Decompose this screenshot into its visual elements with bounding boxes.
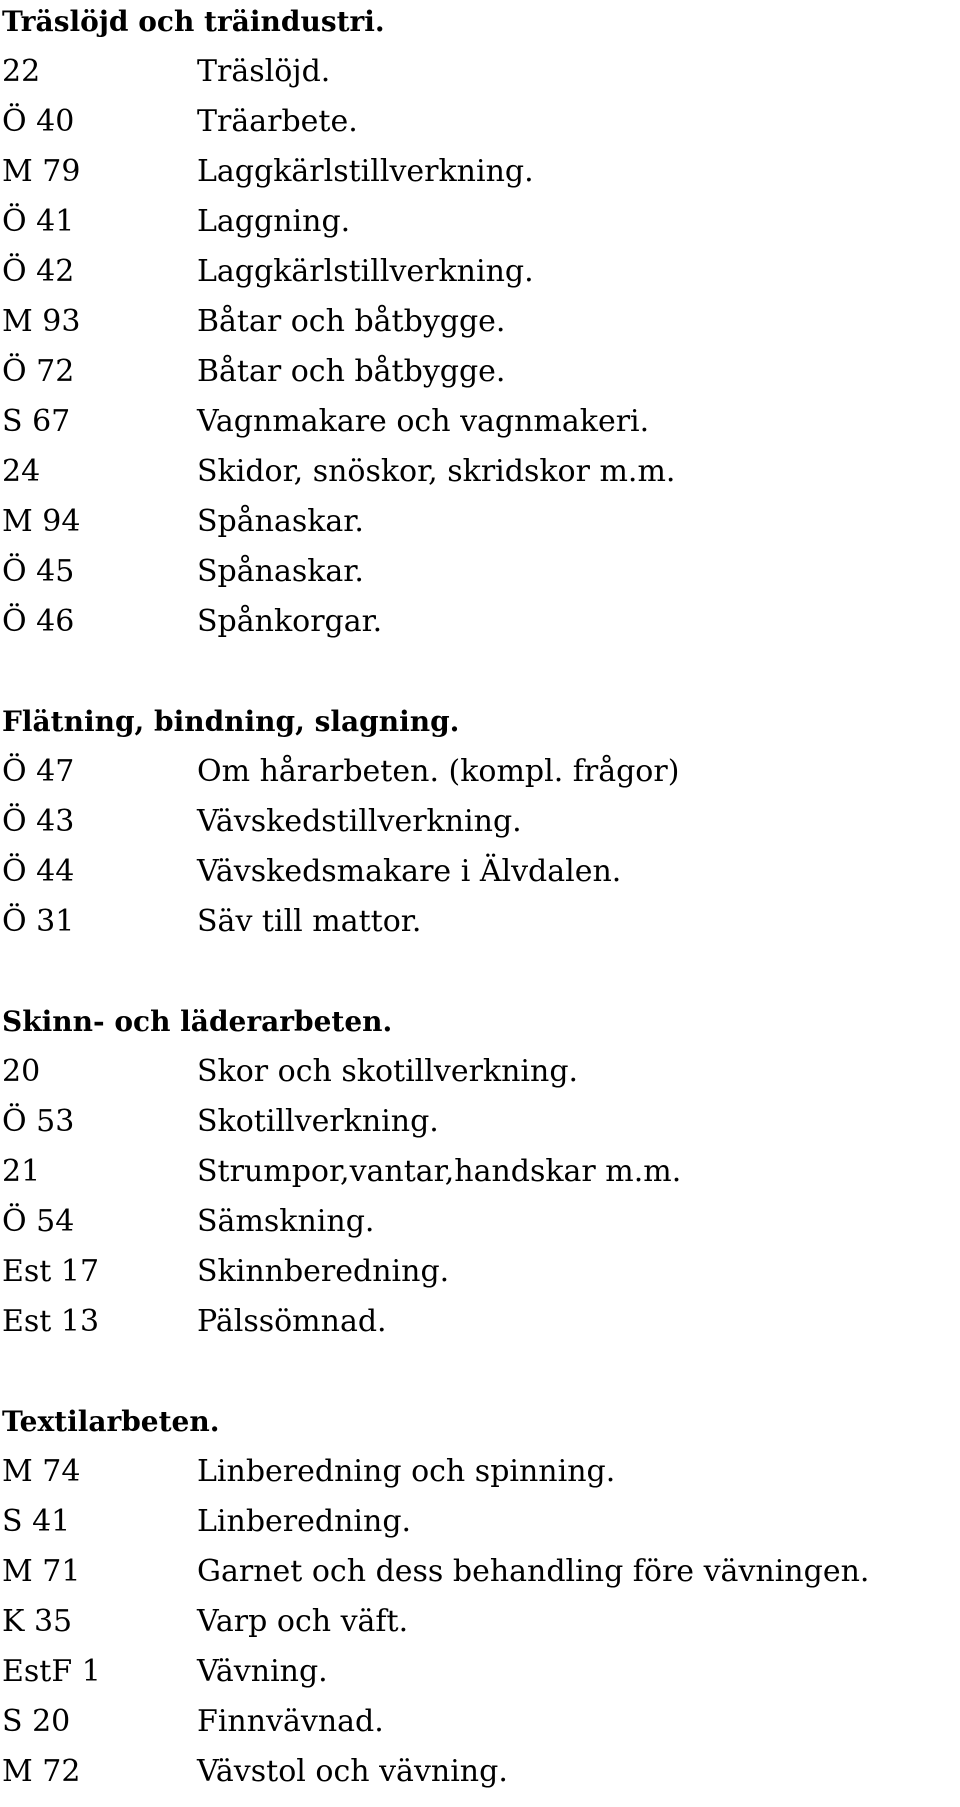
item-code: M 74 — [2, 1454, 81, 1489]
list-item — [0, 847, 960, 897]
item-title: Skor och skotillverkning. — [197, 1054, 579, 1089]
item-code: Ö 44 — [2, 854, 75, 889]
item-code: 20 — [2, 1054, 41, 1089]
item-title: Strumpor,vantar,handskar m.m. — [197, 1154, 682, 1189]
section-heading: Textilarbeten. — [2, 1405, 220, 1438]
list-item — [0, 297, 960, 347]
section-spacer — [0, 1347, 960, 1397]
item-title: Vävning. — [197, 1654, 328, 1689]
list-item — [0, 1447, 960, 1497]
list-item — [0, 1147, 960, 1197]
item-title: Pälssömnad. — [197, 1304, 387, 1339]
item-title: Sämskning. — [197, 1204, 375, 1239]
item-code: M 79 — [2, 154, 81, 189]
list-item — [0, 597, 960, 647]
section-heading: Träslöjd och träindustri. — [2, 5, 385, 38]
section-textil — [0, 1397, 960, 1797]
list-item — [0, 747, 960, 797]
section-trasljod — [0, 0, 960, 647]
list-item — [0, 397, 960, 447]
item-code: S 41 — [2, 1504, 71, 1539]
item-code: EstF 1 — [2, 1654, 101, 1689]
item-title: Spånkorgar. — [197, 604, 383, 639]
item-title: Linberedning och spinning. — [197, 1454, 616, 1489]
section-spacer — [0, 947, 960, 997]
list-item — [0, 47, 960, 97]
list-item — [0, 547, 960, 597]
list-item — [0, 497, 960, 547]
item-code: Ö 47 — [2, 754, 75, 789]
item-title: Vävskedsmakare i Älvdalen. — [197, 854, 622, 889]
item-code: Ö 72 — [2, 354, 75, 389]
list-item — [0, 1247, 960, 1297]
item-code: M 72 — [2, 1754, 81, 1789]
item-code: 22 — [2, 54, 41, 89]
item-code: Ö 45 — [2, 554, 75, 589]
item-title: Vävskedstillverkning. — [197, 804, 522, 839]
item-code: Ö 41 — [2, 204, 75, 239]
item-code: Ö 53 — [2, 1104, 75, 1139]
list-item — [0, 1197, 960, 1247]
item-code: M 93 — [2, 304, 81, 339]
list-item — [0, 1497, 960, 1547]
item-title: Skinnberedning. — [197, 1254, 450, 1289]
item-title: Laggkärlstillverkning. — [197, 254, 534, 289]
section-heading: Flätning, bindning, slagning. — [2, 705, 460, 738]
list-item — [0, 147, 960, 197]
item-code: Est 17 — [2, 1254, 100, 1289]
list-item — [0, 1697, 960, 1747]
list-item — [0, 1747, 960, 1797]
item-title: Spånaskar. — [197, 504, 364, 539]
item-code: S 67 — [2, 404, 71, 439]
list-item — [0, 97, 960, 147]
list-item — [0, 797, 960, 847]
item-title: Träslöjd. — [197, 54, 331, 89]
section-skinn — [0, 997, 960, 1347]
item-title: Varp och väft. — [197, 1604, 409, 1639]
item-title: Laggning. — [197, 204, 351, 239]
item-code: M 71 — [2, 1554, 81, 1589]
item-title: Spånaskar. — [197, 554, 364, 589]
item-title: Vagnmakare och vagnmakeri. — [197, 404, 650, 439]
list-item — [0, 1097, 960, 1147]
item-code: Ö 54 — [2, 1204, 75, 1239]
item-code: Ö 40 — [2, 104, 75, 139]
item-code: Ö 43 — [2, 804, 75, 839]
item-title: Vävstol och vävning. — [197, 1754, 508, 1789]
list-item — [0, 447, 960, 497]
item-title: Skotillverkning. — [197, 1104, 439, 1139]
list-item — [0, 1597, 960, 1647]
item-code: S 20 — [2, 1704, 71, 1739]
list-item — [0, 197, 960, 247]
item-code: 21 — [2, 1154, 41, 1189]
item-title: Om hårarbeten. (kompl. frågor) — [197, 754, 680, 789]
list-item — [0, 247, 960, 297]
item-title: Båtar och båtbygge. — [197, 354, 506, 389]
list-item — [0, 897, 960, 947]
item-title: Skidor, snöskor, skridskor m.m. — [197, 454, 676, 489]
section-spacer — [0, 647, 960, 697]
item-title: Säv till mattor. — [197, 904, 422, 939]
item-code: Ö 42 — [2, 254, 75, 289]
list-item — [0, 1047, 960, 1097]
item-code: 24 — [2, 454, 41, 489]
list-item — [0, 1297, 960, 1347]
item-title: Finnvävnad. — [197, 1704, 384, 1739]
item-title: Båtar och båtbygge. — [197, 304, 506, 339]
list-item — [0, 1547, 960, 1597]
item-code: Ö 46 — [2, 604, 75, 639]
list-item — [0, 347, 960, 397]
item-code: K 35 — [2, 1604, 73, 1639]
item-title: Garnet och dess behandling före vävningen. — [197, 1554, 870, 1589]
item-code: Est 13 — [2, 1304, 100, 1339]
item-title: Linberedning. — [197, 1504, 412, 1539]
list-item — [0, 1647, 960, 1697]
item-title: Träarbete. — [197, 104, 358, 139]
section-heading: Skinn- och läderarbeten. — [2, 1005, 393, 1038]
section-flatning — [0, 697, 960, 947]
item-code: M 94 — [2, 504, 81, 539]
item-title: Laggkärlstillverkning. — [197, 154, 534, 189]
item-code: Ö 31 — [2, 904, 75, 939]
